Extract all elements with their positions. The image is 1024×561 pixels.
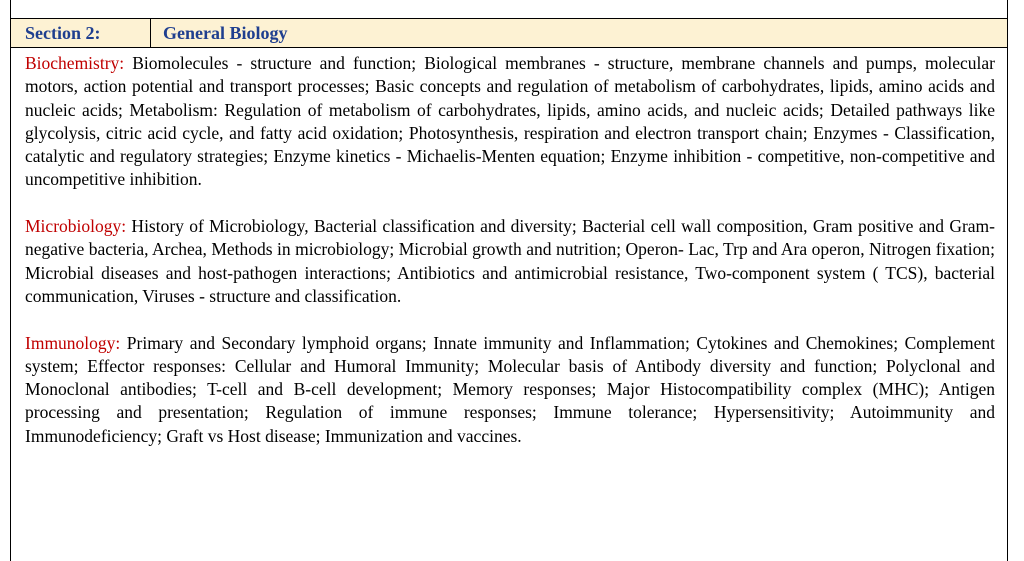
section-title: General Biology [163,22,288,43]
topic-text-immunology: Primary and Secondary lymphoid organs; Innate immunity and Inflammation; Cytokines and Chemokines; Complement system; Effector responses: Cellular and Humoral Immunity; Molecular basis of Antibody diversity and function; Polyclonal and Monoclonal antibodies; T-cell and B-cell development; Memory responses; Major Histocompatibility complex (MHC); Antigen processing and presentation; Regulation of immune responses; Immune tolerance; Hypersensitivity; Autoimmunity and Immunodeficiency; Graft vs Host disease; Immunization and vaccines. [25,332,995,446]
topic-heading-immunology: Immunology: [25,332,121,353]
section-content [25,52,995,471]
paragraph-biochemistry [25,52,995,192]
topic-heading-microbiology: Microbiology: [25,216,127,237]
paragraph-microbiology [25,215,995,308]
topic-heading-biochemistry: Biochemistry: [25,53,125,73]
paragraph-immunology [25,332,995,448]
topic-text-biochemistry: Biomolecules - structure and function; Biological membranes - structure, membrane channels and pumps, molecular motors, action potential and transport processes; Basic concepts and regulation of metabolism of carbohydrates, lipids, amino acids and nucleic acids; Metabolism: Regulation of metabolism of carbohydrates, lipids, amino acids, and nucleic acids; Detailed pathways like glycolysis, citric acid cycle, and fatty acid oxidation; Photosynthesis, respiration and electron transport chain; Enzymes - Classification, catalytic and regulatory strategies; Enzyme kinetics - Michaelis-Menten equation; Enzyme inhibition - competitive, non-competitive and uncompetitive inhibition. [25,53,995,190]
section-number: Section 2: [11,19,151,47]
topic-text-microbiology: History of Microbiology, Bacterial classification and diversity; Bacterial cell wall composition, Gram positive and Gram-negative bacteria, Archea, Methods in microbiology; Microbial growth and nutrition; Operon- Lac, Trp and Ara operon, Nitrogen fixation; Microbial diseases and host-pathogen interactions; Antibiotics and antimicrobial resistance, Two-component system ( TCS), bacterial communication, Viruses - structure and classification. [25,216,995,306]
section-header-row [11,18,1007,48]
document-page [10,0,1008,561]
